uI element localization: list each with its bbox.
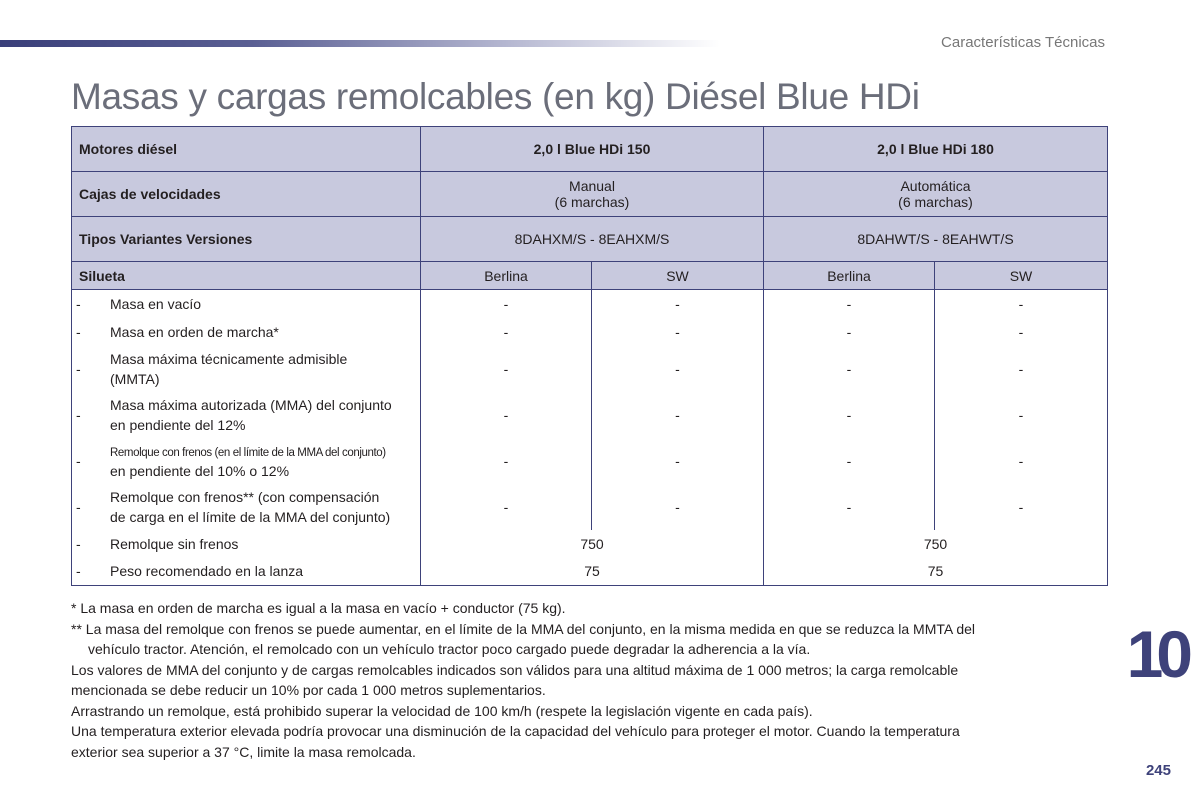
row-dash: - — [76, 452, 81, 469]
cell-value: - — [935, 318, 1108, 346]
row-dash: - — [76, 535, 81, 552]
body-berlina-150: Berlina — [421, 262, 592, 290]
row-dash: - — [76, 406, 81, 423]
engine-150: 2,0 l Blue HDi 150 — [421, 127, 764, 172]
row-label: Peso recomendado en la lanza — [110, 563, 304, 580]
gearbox-180 — [764, 172, 1108, 217]
table-row — [72, 558, 1108, 586]
cell-value: 750 — [421, 530, 764, 558]
body-sw-150: SW — [592, 262, 764, 290]
cell-value: 75 — [764, 558, 1108, 586]
cell-value: - — [592, 346, 764, 392]
row-dash: - — [76, 360, 81, 377]
chapter-number: 10 — [1126, 617, 1186, 691]
cell-value: - — [421, 290, 592, 318]
footnote-1: * La masa en orden de marcha es igual a la masa en vacío + conductor (75 kg). — [71, 600, 566, 616]
cell-value: - — [764, 318, 935, 346]
cell-value: - — [935, 392, 1108, 438]
body-berlina-180: Berlina — [764, 262, 935, 290]
table-row — [72, 484, 1108, 530]
cell-value: - — [764, 484, 935, 530]
table-row — [72, 318, 1108, 346]
table-row — [72, 392, 1108, 438]
gearbox-label: Cajas de velocidades — [72, 172, 421, 217]
cell-value: - — [592, 392, 764, 438]
row-types — [72, 217, 1108, 262]
gearbox-180-gears: (6 marchas) — [898, 194, 973, 210]
row-label: Masa en orden de marcha* — [110, 323, 279, 340]
cell-value: - — [935, 290, 1108, 318]
cell-value: - — [935, 346, 1108, 392]
cell-value: - — [592, 318, 764, 346]
section-title: Características Técnicas — [941, 34, 1105, 51]
row-label-cont: en pendiente del 10% o 12% — [110, 462, 290, 479]
row-gearbox — [72, 172, 1108, 217]
row-dash: - — [76, 498, 81, 515]
cell-value: - — [421, 392, 592, 438]
note-temperature: Una temperatura exterior elevada podría provocar una disminución de la capacidad del vehículo para proteger el motor. Cuando la temperatura — [71, 723, 960, 739]
row-dash: - — [76, 323, 81, 340]
row-label-cont: (MMTA) — [110, 370, 160, 387]
table-row — [72, 530, 1108, 558]
body-sw-180: SW — [935, 262, 1108, 290]
note-altitude-cont: mencionada se debe reducir un 10% por cada 1 000 metros suplementarios. — [71, 682, 546, 698]
row-label: Remolque sin frenos — [110, 535, 239, 552]
cell-value: - — [421, 484, 592, 530]
row-label: Remolque con frenos** (con compensación — [110, 488, 380, 505]
note-speed: Arrastrando un remolque, está prohibido superar la velocidad de 100 km/h (respete la legislación vigente en cada país). — [71, 702, 813, 719]
footnote-2: ** La masa del remolque con frenos se puede aumentar, en el límite de la MMA del conjunto, en la misma medida en que se reduzca la MMTA del — [71, 620, 976, 637]
cell-value: - — [421, 438, 592, 484]
cell-value: - — [764, 346, 935, 392]
page-number: 245 — [1145, 762, 1171, 779]
cell-value: - — [764, 438, 935, 484]
gearbox-150 — [421, 172, 764, 217]
note-altitude: Los valores de MMA del conjunto y de cargas remolcables indicados son válidos para una altitud máxima de 1 000 metros; la carga remolcable — [71, 661, 959, 678]
gearbox-150-gears: (6 marchas) — [554, 194, 630, 210]
row-label: Masa máxima autorizada (MMA) del conjunto — [110, 396, 392, 413]
cell-value: - — [421, 346, 592, 392]
body-label: Silueta — [72, 262, 421, 290]
cell-value: - — [935, 484, 1108, 530]
row-dash: - — [76, 563, 81, 580]
gearbox-150-type: Manual — [569, 178, 615, 194]
header-gradient-bar — [0, 40, 720, 47]
footnotes — [71, 598, 1071, 762]
cell-value: 750 — [764, 530, 1108, 558]
engine-180: 2,0 l Blue HDi 180 — [764, 127, 1108, 172]
engines-label: Motores diésel — [72, 127, 421, 172]
row-engines — [72, 127, 1108, 172]
table-row — [72, 346, 1108, 392]
cell-value: - — [421, 318, 592, 346]
cell-value: 75 — [421, 558, 764, 586]
row-label-cont: en pendiente del 12% — [110, 416, 246, 433]
cell-value: - — [592, 438, 764, 484]
footnote-2-cont: vehículo tractor. Atención, el remolcado con un vehículo tractor poco cargado puede degradar la adherencia a la vía. — [88, 641, 811, 657]
weights-table — [71, 126, 1108, 586]
row-label: Remolque con frenos (en el límite de la MMA del conjunto) — [110, 446, 386, 459]
cell-value: - — [592, 290, 764, 318]
table-row — [72, 438, 1108, 484]
types-180: 8DAHWT/S - 8EAHWT/S — [764, 217, 1108, 262]
row-dash: - — [76, 295, 81, 312]
note-temperature-cont: exterior sea superior a 37 °C, limite la masa remolcada. — [71, 743, 416, 760]
cell-value: - — [592, 484, 764, 530]
row-label: Masa máxima técnicamente admisible — [110, 350, 348, 367]
page-title: Masas y cargas remolcables (en kg) Diésel Blue HDi — [71, 76, 920, 117]
types-150: 8DAHXM/S - 8EAHXM/S — [421, 217, 764, 262]
cell-value: - — [764, 290, 935, 318]
row-body — [72, 262, 1108, 290]
row-label-cont: de carga en el límite de la MMA del conjunto) — [110, 508, 391, 525]
row-label: Masa en vacío — [110, 295, 202, 312]
cell-value: - — [764, 392, 935, 438]
cell-value: - — [935, 438, 1108, 484]
types-label: Tipos Variantes Versiones — [72, 217, 421, 262]
gearbox-180-type: Automática — [900, 178, 971, 194]
table-row — [72, 290, 1108, 318]
